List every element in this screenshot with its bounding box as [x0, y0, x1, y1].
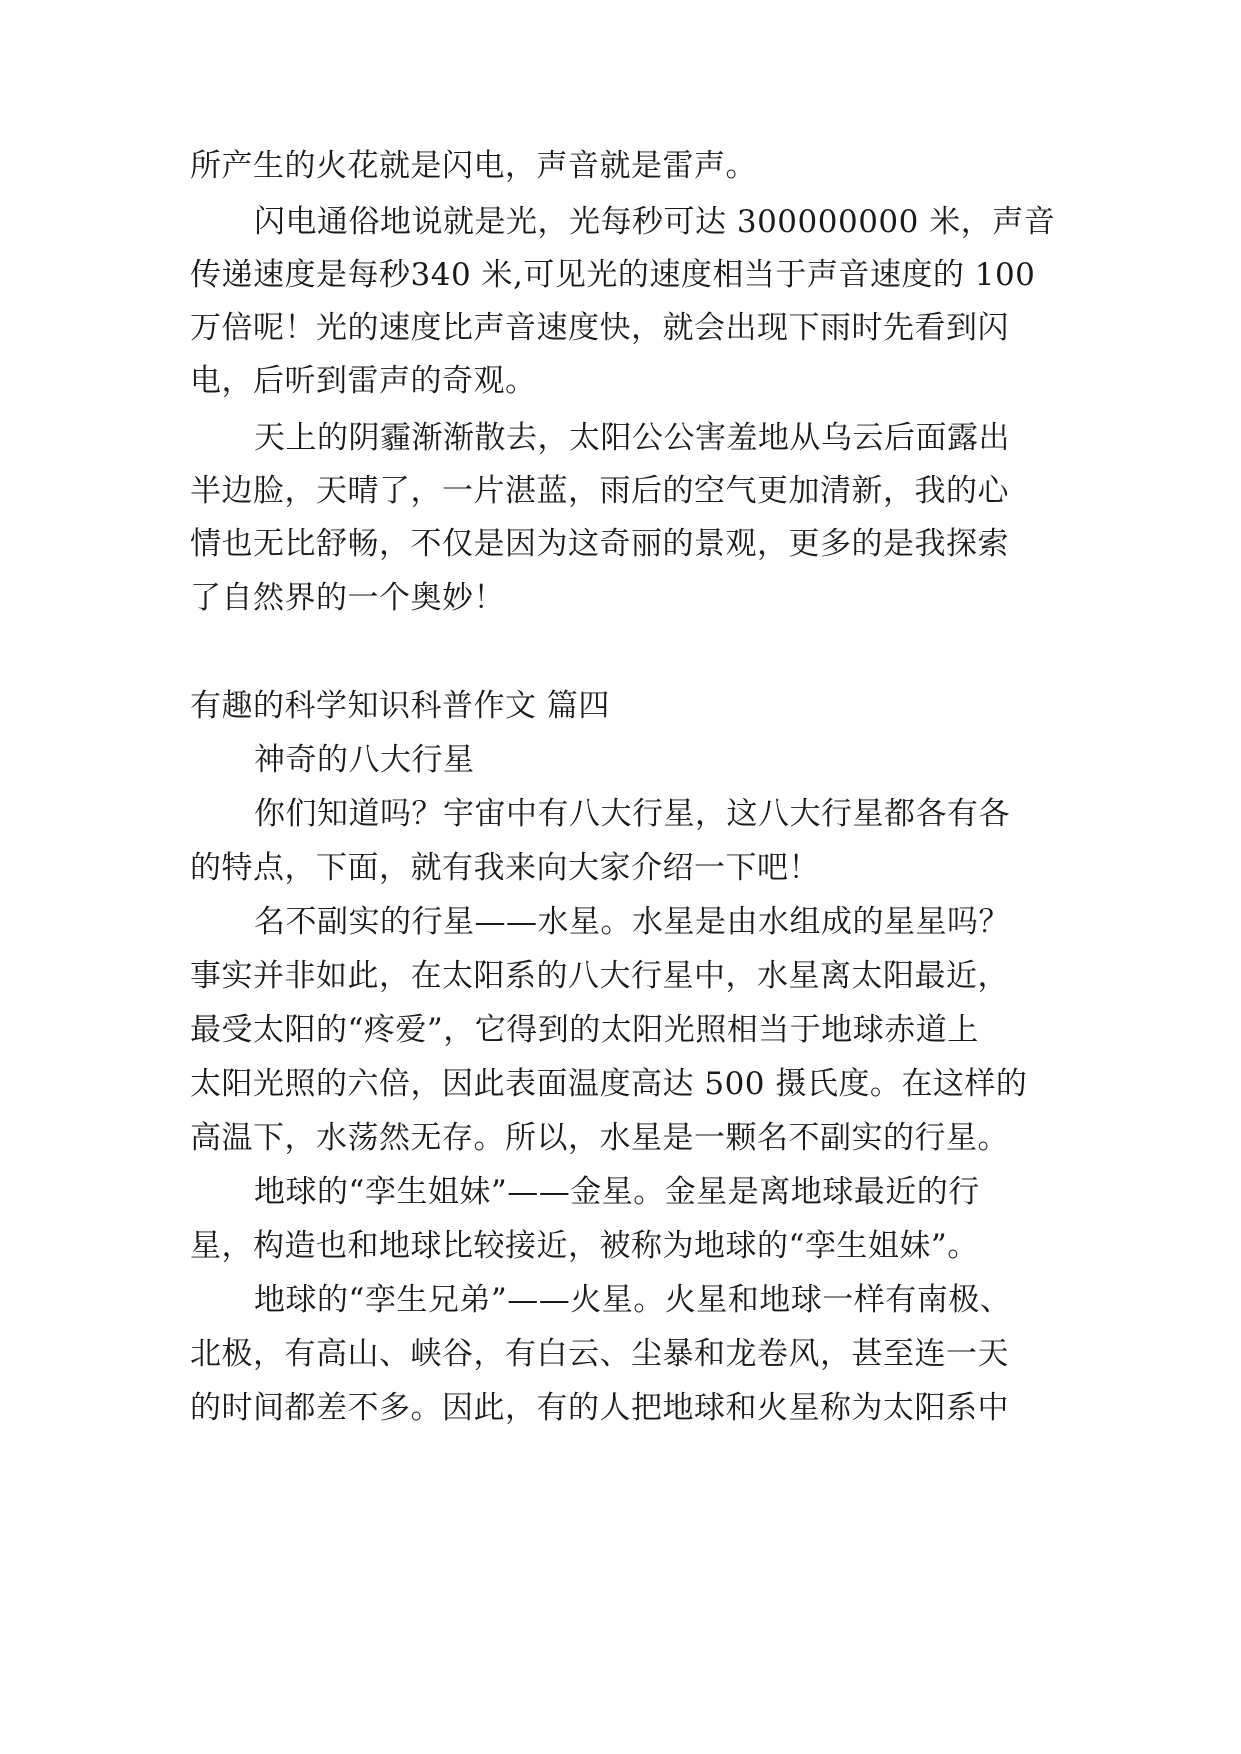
- article-title: 神奇的八大行星: [254, 742, 475, 778]
- text-line: 太阳光照的六倍，因此表面温度高达 500 摄氏度。在这样的: [190, 1066, 1028, 1102]
- text-line: 的时间都差不多。因此，有的人把地球和火星称为太阳系中: [190, 1390, 1009, 1426]
- text-line: 名不副实的行星——水星。水星是由水组成的星星吗？: [254, 904, 1010, 940]
- section-heading: 有趣的科学知识科普作文 篇四: [190, 688, 610, 724]
- text-line: 万倍呢！光的速度比声音速度快，就会出现下雨时先看到闪: [190, 310, 1009, 346]
- text-line: 所产生的火花就是闪电，声音就是雷声。: [190, 148, 757, 184]
- text-line: 高温下，水荡然无存。所以，水星是一颗名不副实的行星。: [190, 1120, 1009, 1156]
- text-line: 你们知道吗？宇宙中有八大行星，这八大行星都各有各: [254, 796, 1010, 832]
- text-line: 情也无比舒畅，不仅是因为这奇丽的景观，更多的是我探索: [190, 526, 1009, 562]
- text-line: 事实并非如此，在太阳系的八大行星中，水星离太阳最近，: [190, 958, 1009, 994]
- text-line: 的特点，下面，就有我来向大家介绍一下吧！: [190, 850, 820, 886]
- text-line: 天上的阴霾渐渐散去，太阳公公害羞地从乌云后面露出: [254, 420, 1010, 456]
- text-line: 北极，有高山、峡谷，有白云、尘暴和龙卷风，甚至连一天: [190, 1336, 1009, 1372]
- text-line: 星，构造也和地球比较接近，被称为地球的“孪生姐妹”。: [190, 1228, 979, 1264]
- text-line: 传递速度是每秒340 米,可见光的速度相当于声音速度的 100: [190, 257, 1036, 293]
- text-line: 地球的“孪生姐妹”——金星。金星是离地球最近的行: [254, 1174, 980, 1210]
- text-line: 闪电通俗地说就是光，光每秒可达 300000000 米，声音: [254, 204, 1056, 240]
- text-line: 半边脸，天晴了，一片湛蓝，雨后的空气更加清新，我的心: [190, 473, 1009, 509]
- text-line: 电，后听到雷声的奇观。: [190, 363, 537, 399]
- text-line: 最受太阳的“疼爱”，它得到的太阳光照相当于地球赤道上: [190, 1012, 979, 1048]
- text-line: 地球的“孪生兄弟”——火星。火星和地球一样有南极、: [254, 1282, 1012, 1318]
- text-line: 了自然界的一个奥妙！: [190, 580, 505, 616]
